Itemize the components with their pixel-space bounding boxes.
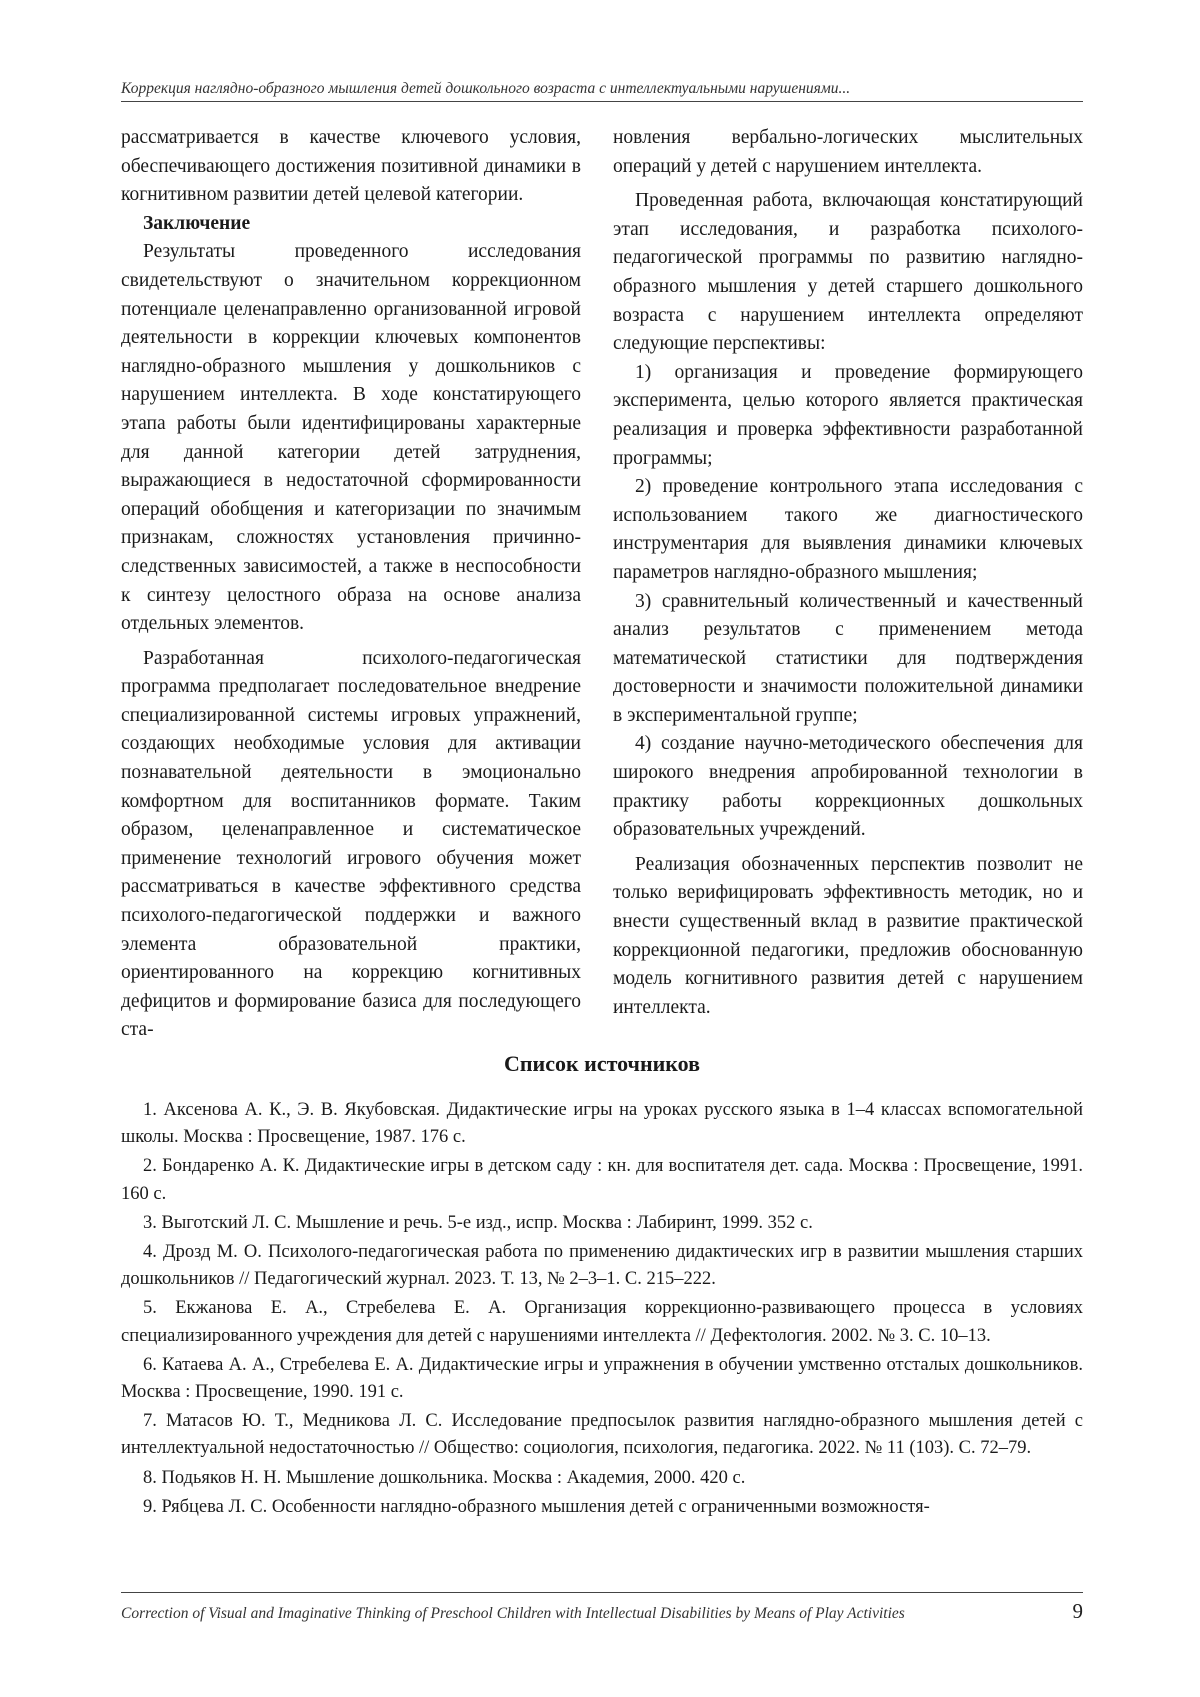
reference-item: 1. Аксенова А. К., Э. В. Якубовская. Дидактические игры на уроках русского языка в 1–4 классах вспомогательной школы. Москва : Просвещение, 1987. 176 с. bbox=[121, 1100, 1083, 1148]
reference-item: 5. Екжанова Е. А., Стребелева Е. А. Организация коррекционно-развивающего процесса в условиях специализированного учреждения для детей с нарушениями интеллекта // Дефектология. 2002. № 3. С. 10–13. bbox=[121, 1298, 1083, 1346]
reference-item: 7. Матасов Ю. Т., Медникова Л. С. Исследование предпосылок развития наглядно-образного мышления детей с интеллектуальной недостаточностью // Общество: социология, психология, педагогика. 2022. № 11 (103). С. 72–79. bbox=[121, 1411, 1083, 1459]
list-item: 1) организация и проведение формирующего эксперимента, целью которого является практическая реализация и проверка эффективности разработанной программы; bbox=[613, 361, 1083, 469]
paragraph: новления вербально-логических мыслительных операций у детей с нарушением интеллекта. bbox=[613, 127, 1083, 177]
list-item: 4) создание научно-методического обеспечения для широкого внедрения апробированной технологии в практику работы коррекционных дошкольных образовательных учреждений. bbox=[613, 733, 1083, 841]
paragraph: Результаты проведенного исследования свидетельствуют о значительном коррекционном потенциале целенаправленно организованной игровой деятельности в коррекции ключевых компонентов наглядно-образного мышления у дошкольников с нарушением интеллекта. В ходе констатирующего этапа работы были идентифицированы характерные для данной категории детей затруднения, выражающиеся в недостаточной сформированности операций обобщения и категоризации по значимым признакам, сложностях установления причинно-следственных зависимостей, а также в неспособности к синтезу целостного образа на основе анализа отдельных элементов. bbox=[121, 241, 581, 635]
reference-item: 8. Подьяков Н. Н. Мышление дошкольника. Москва : Академия, 2000. 420 с. bbox=[143, 1467, 746, 1488]
footer-rule bbox=[121, 1592, 1083, 1593]
paragraph: рассматривается в качестве ключевого условия, обеспечивающего достижения позитивной динамики в когнитивном развитии детей целевой категории. bbox=[121, 127, 581, 206]
page-number: 9 bbox=[1072, 1599, 1083, 1623]
paragraph: Реализация обозначенных перспектив позволит не только верифицировать эффективность методик, но и внести существенный вклад в развитие практической коррекционной педагогики, предложив обоснованную модель когнитивного развития детей с нарушением интеллекта. bbox=[613, 853, 1083, 1018]
section-heading-conclusion: Заключение bbox=[143, 212, 251, 234]
running-footer: Correction of Visual and Imaginative Thinking of Preschool Children with Intellectual Disabilities by Means of Play Activities bbox=[121, 1605, 905, 1622]
references-title: Список источников bbox=[503, 1051, 701, 1076]
left-column bbox=[121, 124, 581, 1045]
paragraph: Разработанная психолого-педагогическая программа предполагает последовательное внедрение специализированной системы игровых упражнений, создающих необходимые условия для активации познавательной деятельности в эмоционально комфортном для воспитанников формате. Таким образом, целенаправленное и систематическое применение технологий игрового обучения может рассматриваться в качестве эффективного средства психолого-педагогической поддержки и важного элемента образовательной практики, ориентированного на коррекцию когнитивных дефицитов и формирование базиса для последующего ста- bbox=[121, 647, 581, 1041]
reference-item: 4. Дрозд М. О. Психолого-педагогическая работа по применению дидактических игр в развитии мышления старших дошкольников // Педагогический журнал. 2023. Т. 13, № 2–3–1. С. 215–222. bbox=[121, 1242, 1083, 1290]
right-column bbox=[613, 124, 1083, 1022]
reference-item: 3. Выготский Л. С. Мышление и речь. 5-е изд., испр. Москва : Лабиринт, 1999. 352 с. bbox=[143, 1212, 813, 1233]
reference-item: 2. Бондаренко А. К. Дидактические игры в детском саду : кн. для воспитателя дет. сада. Москва : Просвещение, 1991. 160 с. bbox=[121, 1156, 1083, 1204]
body-columns bbox=[121, 124, 1083, 1044]
header-rule bbox=[121, 101, 1083, 102]
reference-item: 6. Катаева А. А., Стребелева Е. А. Дидактические игры и упражнения в обучении умственно отсталых дошкольников. Москва : Просвещение, 1990. 191 с. bbox=[121, 1354, 1083, 1403]
list-item: 2) проведение контрольного этапа исследования с использованием такого же диагностического инструментария для выявления динамики ключевых параметров наглядно-образного мышления; bbox=[613, 476, 1083, 583]
list-item: 3) сравнительный количественный и качественный анализ результатов с применением метода математической статистики для подтверждения достоверности и значимости положительной динамики в экспериментальной группе; bbox=[613, 590, 1083, 726]
references-list bbox=[121, 1097, 1083, 1523]
reference-item: 9. Рябцева Л. С. Особенности наглядно-образного мышления детей с ограниченными возможностя- bbox=[143, 1496, 930, 1517]
running-header: Коррекция наглядно-образного мышления детей дошкольного возраста с интеллектуальными нарушениями... bbox=[121, 80, 851, 97]
paragraph: Проведенная работа, включающая констатирующий этап исследования, и разработка психолого-педагогической программы по развитию наглядно-образного мышления у детей старшего дошкольного возраста с нарушением интеллекта определяют следующие перспективы: bbox=[613, 190, 1083, 355]
